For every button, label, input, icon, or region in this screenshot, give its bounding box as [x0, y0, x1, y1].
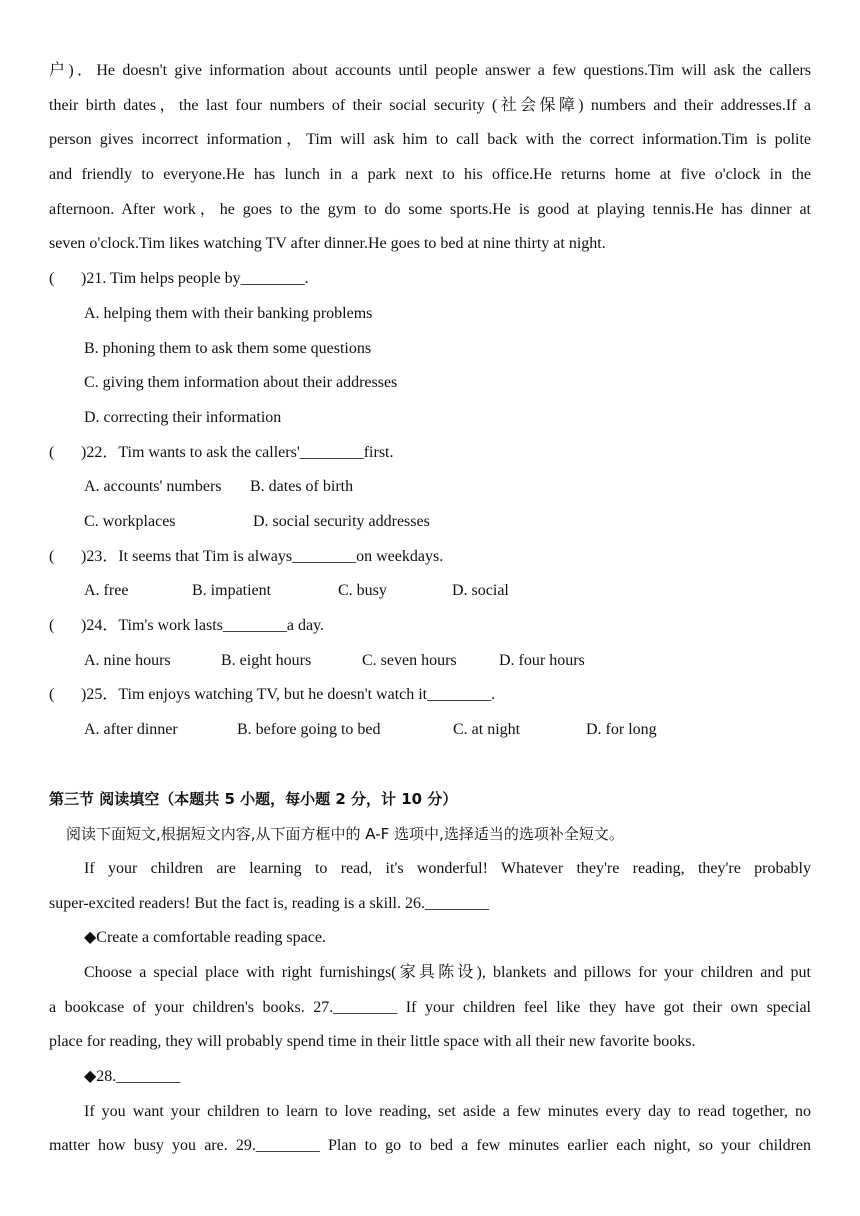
- question-stem: )25．Tim enjoys watching TV, but he doesn't watch it________.: [81, 686, 496, 704]
- option: C. workplaces: [84, 512, 176, 530]
- passage-line: 户)．He doesn't give information about accounts until people answer a few questions.Tim will ask the callers: [49, 62, 811, 79]
- option: C. at night: [453, 721, 521, 739]
- subheading-bullet: ◆28.________: [84, 1067, 181, 1085]
- passage-line: person gives incorrect information，Tim will ask him to call back with the correct information.Tim is polite: [49, 131, 811, 149]
- section-3: [49, 782, 811, 1164]
- option: A. free: [84, 582, 129, 600]
- spacer: [49, 748, 811, 783]
- question-stem: )24．Tim's work lasts________a day.: [81, 617, 325, 634]
- question-22: [49, 436, 811, 540]
- passage-line: place for reading, they will probably spend time in their little space with all their new favorite books.: [49, 1033, 696, 1051]
- answer-paren: (: [49, 443, 55, 461]
- passage-line: super-excited readers! But the fact is, reading is a skill. 26.________: [49, 894, 489, 912]
- answer-paren: (: [49, 686, 55, 704]
- passage-line: seven o'clock.Tim likes watching TV after dinner.He goes to bed at nine thirty at night.: [49, 235, 606, 253]
- option: B. impatient: [192, 582, 272, 600]
- answer-paren: (: [49, 547, 55, 565]
- option: D. four hours: [499, 651, 585, 669]
- passage-line: afternoon. After work，he goes to the gym to do some sports.He is good at playing tennis.He has dinner at: [49, 200, 811, 218]
- passage: [49, 54, 811, 262]
- question-21: [49, 262, 811, 435]
- option: C. busy: [338, 582, 387, 600]
- passage-line: their birth dates，the last four numbers of their social security (社会保障) numbers and their addresses.If a: [49, 96, 811, 114]
- option: C. giving them information about their addresses: [84, 374, 398, 392]
- option: B. phoning them to ask them some questions: [84, 339, 372, 357]
- option: D. social: [452, 582, 509, 600]
- option: A. accounts' numbers: [84, 478, 222, 496]
- document-page: [49, 54, 811, 1164]
- option: B. before going to bed: [237, 721, 381, 739]
- passage-line: matter how busy you are. 29.________ Plan to go to bed a few minutes earlier each night, so your children: [49, 1137, 811, 1155]
- option: D. for long: [586, 721, 657, 739]
- section-heading: 第三节 阅读填空（本题共 5 小题，每小题 2 分，计 10 分）: [49, 790, 458, 809]
- section-instruction: 阅读下面短文,根据短文内容,从下面方框中的 A-F 选项中,选择适当的选项补全短文。: [66, 825, 624, 844]
- passage-line: If your children are learning to read, it's wonderful! Whatever they're reading, they're probably: [84, 859, 811, 877]
- option: A. helping them with their banking problems: [84, 304, 373, 322]
- option: B. dates of birth: [250, 478, 354, 496]
- question-25: [49, 678, 811, 747]
- question-stem: )22．Tim wants to ask the callers'________first.: [81, 443, 394, 461]
- answer-paren: (: [49, 617, 55, 634]
- answer-paren: (: [49, 270, 55, 288]
- option: A. after dinner: [84, 721, 178, 739]
- option: D. correcting their information: [84, 408, 282, 426]
- question-stem: )23．It seems that Tim is always________on weekdays.: [81, 547, 444, 565]
- question-23: [49, 540, 811, 609]
- passage-line: and friendly to everyone.He has lunch in a park next to his office.He returns home at five o'clock in the: [49, 166, 811, 184]
- option: D. social security addresses: [253, 512, 430, 530]
- passage-line: If you want your children to learn to love reading, set aside a few minutes every day to read together, no: [84, 1102, 811, 1120]
- passage-line: Choose a special place with right furnishings(家具陈设), blankets and pillows for your children and put: [84, 963, 811, 981]
- question-24: [49, 609, 811, 678]
- question-stem: )21. Tim helps people by________.: [81, 270, 309, 288]
- passage-line: a bookcase of your children's books. 27.________ If your children feel like they have got their own special: [49, 998, 811, 1016]
- subheading-bullet: ◆Create a comfortable reading space.: [84, 929, 326, 947]
- option: B. eight hours: [221, 651, 312, 669]
- option: A. nine hours: [84, 651, 171, 669]
- option: C. seven hours: [362, 651, 457, 669]
